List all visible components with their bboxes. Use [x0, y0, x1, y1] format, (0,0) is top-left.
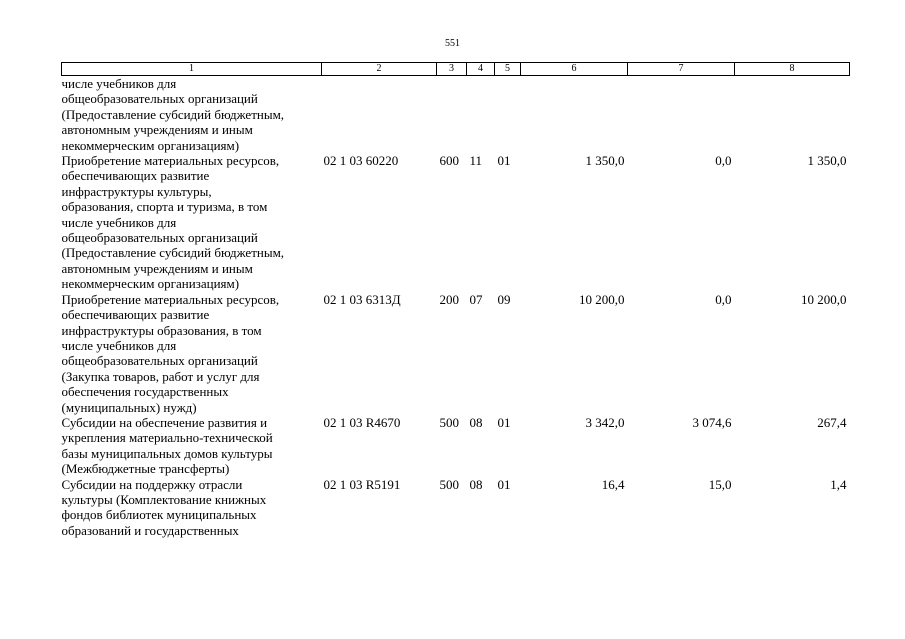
row-col-7: 0,0	[715, 153, 732, 169]
header-col-8: 8	[735, 63, 850, 76]
row-col-7	[628, 76, 735, 154]
row-col-8: 267,4	[817, 414, 847, 430]
row-col-5: 01	[497, 414, 511, 430]
row-col-5: 01	[497, 153, 511, 169]
row-col-4: 08	[469, 476, 483, 492]
row-col-6: 10 200,0	[579, 291, 625, 307]
row-col-8: 1 350,0	[807, 153, 847, 169]
table-row	[62, 153, 850, 292]
row-col-6: 1 350,0	[585, 153, 625, 169]
table-header	[62, 63, 850, 76]
table-row	[62, 415, 850, 477]
budget-table	[61, 62, 850, 538]
table-row	[62, 292, 850, 415]
row-col-7: 15,0	[708, 476, 732, 492]
header-col-1: 1	[62, 63, 322, 76]
row-col-5	[495, 76, 521, 154]
header-col-3: 3	[437, 63, 467, 76]
row-col-4: 08	[469, 414, 483, 430]
header-col-4: 4	[467, 63, 495, 76]
row-code: 02 1 03 6313Д	[323, 291, 401, 307]
table-row	[62, 477, 850, 539]
table-row	[62, 76, 850, 154]
row-code: 02 1 03 R4670	[323, 414, 401, 430]
row-name: Субсидии на обеспечение развития и укрепления материально-технической базы муниципальных домов культуры (Межбюджетные трансферты)	[61, 414, 273, 477]
header-col-6: 6	[521, 63, 628, 76]
row-col-4: 07	[469, 291, 483, 307]
row-name: Приобретение материальных ресурсов, обеспечивающих развитие инфраструктуры культуры, образования, спорта и туризма, в том числе учебников для общеобразовательных организаций (Предоставление субсидий бюджетным, автономным учреждениям и иным некоммерческим организациям)	[61, 153, 285, 292]
header-col-7: 7	[628, 63, 735, 76]
page-number: 551	[445, 38, 460, 49]
row-col-5: 09	[497, 291, 511, 307]
row-col-3: 200	[439, 291, 459, 307]
header-col-5: 5	[495, 63, 521, 76]
table-body	[62, 76, 850, 539]
row-col-8	[735, 76, 850, 154]
row-col-8: 10 200,0	[801, 291, 847, 307]
row-code	[322, 76, 437, 154]
row-code: 02 1 03 60220	[323, 153, 399, 169]
row-name: Приобретение материальных ресурсов, обеспечивающих развитие инфраструктуры образования, в том числе учебников для общеобразовательных организаций (Закупка товаров, работ и услуг для обеспечения государственных (муниципальных) нужд)	[61, 291, 280, 415]
row-name: числе учебников для общеобразовательных организаций (Предоставление субсидий бюджетным, автономным учреждениям и иным некоммерческим организациям)	[61, 76, 285, 153]
row-col-3: 500	[439, 414, 459, 430]
row-col-5: 01	[497, 476, 511, 492]
row-name: Субсидии на поддержку отрасли культуры (Комплектование книжных фондов библиотек муниципальных образований и государственных	[61, 476, 267, 538]
row-col-8: 1,4	[830, 476, 847, 492]
row-col-7: 3 074,6	[692, 414, 732, 430]
row-col-6: 16,4	[601, 476, 625, 492]
row-col-6	[521, 76, 628, 154]
row-code: 02 1 03 R5191	[323, 476, 401, 492]
header-col-2: 2	[322, 63, 437, 76]
row-col-3: 600	[439, 153, 459, 169]
row-col-3: 500	[439, 476, 459, 492]
row-col-4	[467, 76, 495, 154]
row-col-4: 11	[469, 153, 483, 169]
row-col-3	[437, 76, 467, 154]
row-col-7: 0,0	[715, 291, 732, 307]
row-col-6: 3 342,0	[585, 414, 625, 430]
